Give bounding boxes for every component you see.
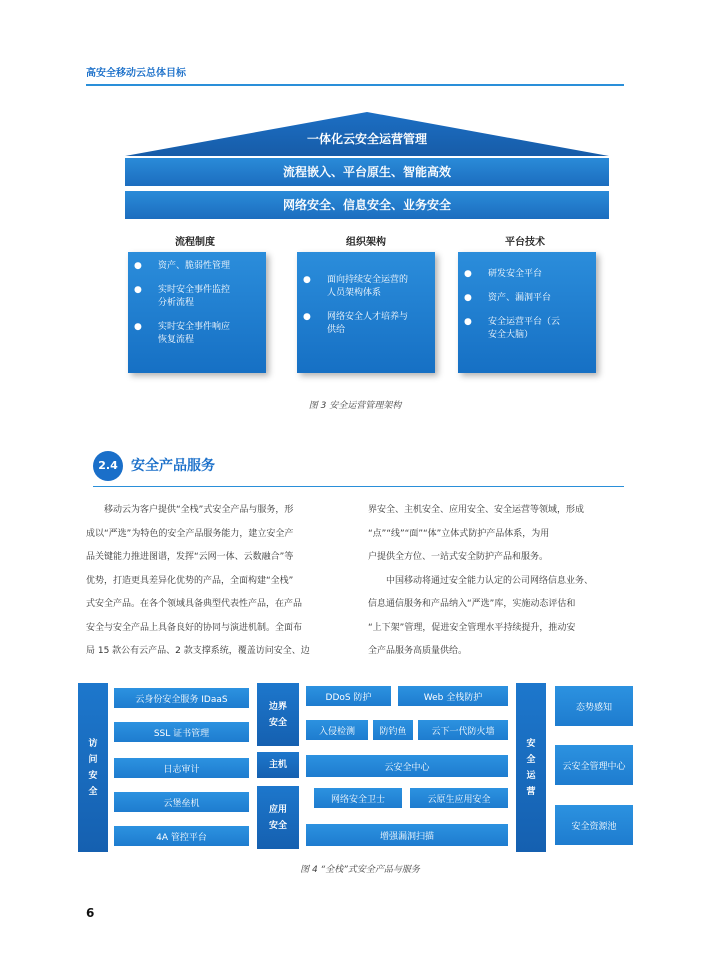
label-char: 安 (88, 770, 98, 781)
product-anti-phishing: 防钓鱼 (373, 720, 413, 740)
product-idaas: 云身份安全服务 IDaaS (114, 688, 249, 708)
body-left-column (86, 499, 352, 664)
section-rule (93, 486, 624, 487)
list-item: ● 实时安全事件响应恢复流程 (134, 322, 231, 345)
list-item: ● 资产、漏洞平台 (464, 293, 552, 303)
figure3-bar-2: 网络安全、信息安全、业务安全 (125, 191, 609, 219)
boundary-security-label (257, 683, 299, 746)
product-ids: 入侵检测 (306, 720, 368, 740)
bullet-icon: ● (464, 317, 472, 327)
text-line: 安全与安全产品上具备良好的协同与演进机制。全面布 (86, 622, 303, 633)
label-char: 营 (526, 786, 536, 797)
text-line: 中国移动将通过安全能力认定的公司网络信息业务、 (368, 575, 594, 586)
text-line: 界安全、主机安全、应用安全、安全运营等领域，形成 (368, 505, 585, 515)
product-situational-awareness: 态势感知 (555, 686, 633, 726)
label-line: 应用 (268, 804, 287, 815)
body-right-column (368, 499, 628, 664)
list-item: ● 网络安全人才培养与供给 (303, 312, 409, 335)
security-ops-label (516, 683, 546, 852)
list-item: ● 面向持续安全运营的人员架构体系 (303, 275, 409, 298)
column-title-process: 流程制度 (175, 237, 215, 248)
label-char: 问 (88, 754, 98, 765)
text-line: 局 15 款公有云产品、2 款支撑系统，覆盖访问安全、边 (86, 646, 310, 656)
column-title-tech: 平台技术 (505, 237, 545, 248)
label-line: 边界 (268, 701, 287, 712)
label-char: 访 (88, 738, 98, 749)
text-line: 户提供全方位、一站式安全防护产品和服务。 (368, 552, 549, 562)
access-security-label (78, 683, 108, 852)
panel-org (297, 252, 435, 373)
column-title-org: 组织架构 (346, 237, 386, 248)
app-security-label (257, 786, 299, 849)
bullet-icon: ● (303, 312, 311, 322)
text-line: 移动云为客户提供“全栈”式安全产品与服务，形 (86, 505, 294, 515)
text-line: 成以“严选”为特色的安全产品服务能力，建立安全产 (86, 528, 294, 539)
label-char: 全 (88, 786, 98, 797)
label-char: 运 (526, 770, 536, 781)
bullet-icon: ● (464, 269, 472, 279)
text-line: 全产品服务高质量供给。 (368, 646, 468, 656)
product-security-mgmt-center: 云安全管理中心 (555, 745, 633, 785)
figure4-caption: 图 4 “全栈”式安全产品与服务 (300, 865, 420, 875)
product-4a: 4A 管控平台 (114, 826, 249, 846)
product-waf: Web 全栈防护 (398, 686, 508, 706)
product-cloud-native-app: 云原生应用安全 (410, 788, 508, 808)
bullet-icon: ● (134, 285, 142, 295)
panel-process (128, 252, 266, 373)
list-item: ● 资产、脆弱性管理 (134, 261, 231, 271)
product-bastion: 云堡垒机 (114, 792, 249, 812)
text-line: “点”“线”“面”“体”立体式防护产品体系，为用 (368, 528, 550, 539)
product-ddos: DDoS 防护 (306, 686, 391, 706)
roof-label: 一体化云安全运营管理 (306, 132, 427, 146)
label-char: 安 (526, 738, 536, 749)
page-number: 6 (86, 906, 95, 920)
panel-tech (458, 252, 596, 373)
header-rule (86, 84, 624, 86)
bullet-icon: ● (134, 261, 142, 271)
list-item: ● 实时安全事件监控分析流程 (134, 285, 231, 308)
label-line: 安全 (268, 820, 287, 831)
bullet-icon: ● (134, 322, 142, 332)
product-security-resource-pool: 安全资源池 (555, 805, 633, 845)
product-network-guard: 网络安全卫士 (314, 788, 402, 808)
text-line: 品关键能力推进图谱，发挥“云网一体、云数融合”等 (86, 552, 294, 562)
list-item: ● 研发安全平台 (464, 269, 543, 279)
product-cloud-security-center: 云安全中心 (306, 755, 508, 777)
bullet-icon: ● (303, 275, 311, 285)
host-security-label: 主机 (257, 752, 299, 778)
text-line: 式安全产品。在各个领域具备典型代表性产品，在产品 (86, 599, 303, 609)
header-title: 高安全移动云总体目标 (86, 68, 186, 79)
bullet-icon: ● (464, 293, 472, 303)
list-item: ● 安全运营平台（云安全大脑） (464, 317, 561, 340)
product-vuln-scan: 增强漏洞扫描 (306, 824, 508, 846)
section-number-badge: 2.4 (93, 451, 123, 481)
text-line: “上下架”管理，促进安全管理水平持续提升，推动安 (368, 622, 576, 633)
label-char: 全 (526, 754, 536, 765)
product-log-audit: 日志审计 (114, 758, 249, 778)
product-ssl-cert: SSL 证书管理 (114, 722, 249, 742)
label-line: 安全 (268, 717, 287, 728)
figure3-bar-1: 流程嵌入、平台原生、智能高效 (125, 158, 609, 186)
figure3-caption: 图 3 安全运营管理架构 (308, 401, 402, 411)
text-line: 优势，打造更具差异化优势的产品，全面构建“全栈” (86, 575, 294, 586)
product-ngfw: 云下一代防火墙 (418, 720, 508, 740)
text-line: 信息通信服务和产品纳入“严选”库，实施动态评估和 (368, 599, 576, 609)
section-title: 安全产品服务 (131, 458, 215, 474)
figure3-roof (125, 112, 609, 156)
